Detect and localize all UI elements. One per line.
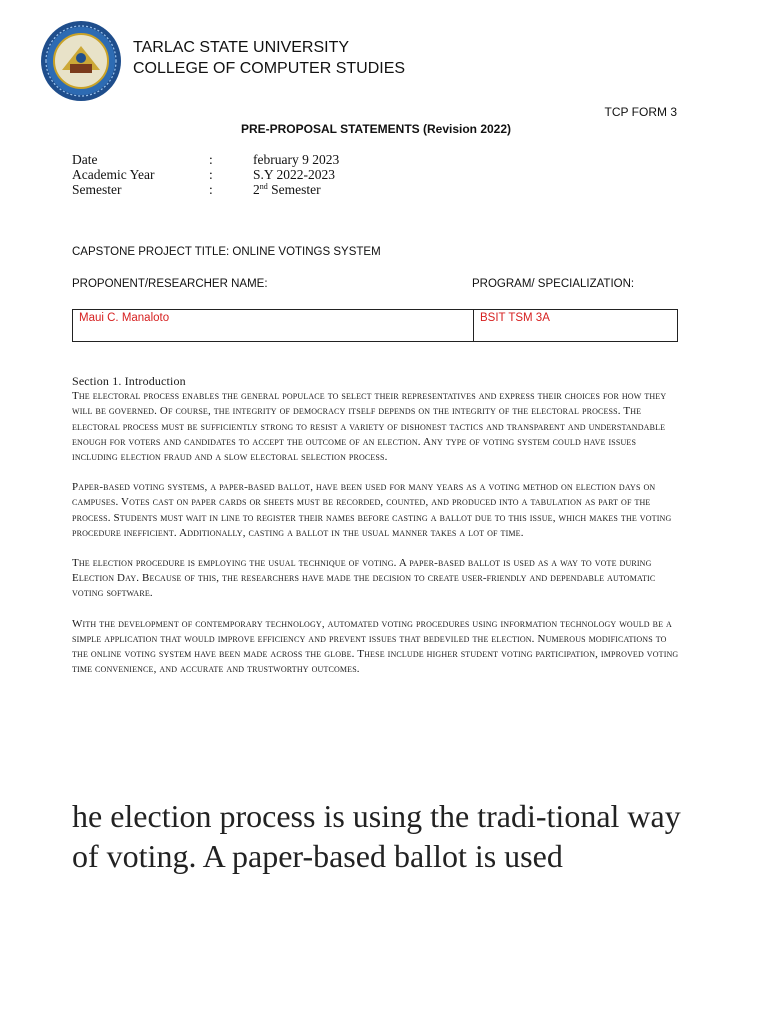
paragraph-2: Paper-based voting systems, a paper-based ballot, have been used for many years as a voting method on election days on campuses. Votes cast on paper cards or sheets must be recorded, counted, and produced into a tabulation as part of the process. Students must wait in line to register their names before casting a ballot due to this issue, which makes the voting procedure inefficient. Additionally, casting a ballot in the usual manner takes a lot of time. <box>72 481 672 539</box>
academic-year-label: Academic Year <box>72 167 155 182</box>
program-label: PROGRAM/ SPECIALIZATION: <box>472 278 635 290</box>
colon: : <box>209 152 213 167</box>
university-name: TARLAC STATE UNIVERSITY <box>133 39 350 56</box>
program-cell: BSIT TSM 3A <box>480 312 550 324</box>
introduction-section <box>72 374 682 692</box>
university-seal-icon <box>40 20 122 102</box>
semester-label: Semester <box>72 182 122 197</box>
capstone-title: CAPSTONE PROJECT TITLE: ONLINE VOTINGS SYSTEM <box>72 246 381 258</box>
form-number: TCP FORM 3 <box>604 105 677 119</box>
date-label: Date <box>72 152 98 167</box>
proponent-header-row <box>72 278 678 290</box>
colon: : <box>209 167 213 182</box>
academic-year-row <box>72 167 339 182</box>
semester-word: Semester <box>267 182 321 197</box>
document-title: PRE-PROPOSAL STATEMENTS (Revision 2022) <box>240 122 512 136</box>
section-heading: Section 1. Introduction <box>72 374 186 388</box>
college-name: COLLEGE OF COMPUTER STUDIES <box>133 60 406 77</box>
semester-number: 2 <box>253 182 260 197</box>
date-value: february 9 2023 <box>253 152 340 167</box>
paragraph-3: The election procedure is employing the usual technique of voting. A paper-based ballot is used as a way to vote during Election Day. Because of this, the researchers have made the decision to create user-friendly and dependable automatic voting software. <box>72 557 656 600</box>
paragraph-1: The electoral process enables the general populace to select their representatives and express their choices for how they will be governed. Of course, the integrity of democracy itself depends on the integrity of the electoral process. The electoral process must be sufficiently strong to resist a variety of dishonest tactics and transparent and understandable enough for voters and candidates to accept the outcome of an election. Any type of voting system could have issues including election fraud and a slow electoral selection process. <box>72 390 667 464</box>
university-header <box>133 37 405 79</box>
colon: : <box>209 182 213 197</box>
proponent-label: PROPONENT/RESEARCHER NAME: <box>72 278 268 290</box>
meta-block <box>72 152 339 197</box>
proponent-name-cell: Maui C. Manaloto <box>73 310 474 341</box>
semester-suffix: nd <box>259 182 268 191</box>
academic-year-value: S.Y 2022-2023 <box>253 167 336 182</box>
paragraph-4: With the development of contemporary technology, automated voting procedures using information technology would be a simple application that would improve efficiency and prevent issues that bedeviled the election. Numerous modifications to the online voting system have been made across the globe. These include higher student voting participation, improved voting time convenience, and accurate and trustworthy outcomes. <box>72 617 679 676</box>
semester-row <box>72 182 339 197</box>
date-row <box>72 152 339 167</box>
proponent-table <box>72 309 678 342</box>
semester-value <box>253 182 321 197</box>
overlay-large-text: he election process is using the tradi-tional way of voting. A paper-based ballot is used <box>72 798 681 874</box>
